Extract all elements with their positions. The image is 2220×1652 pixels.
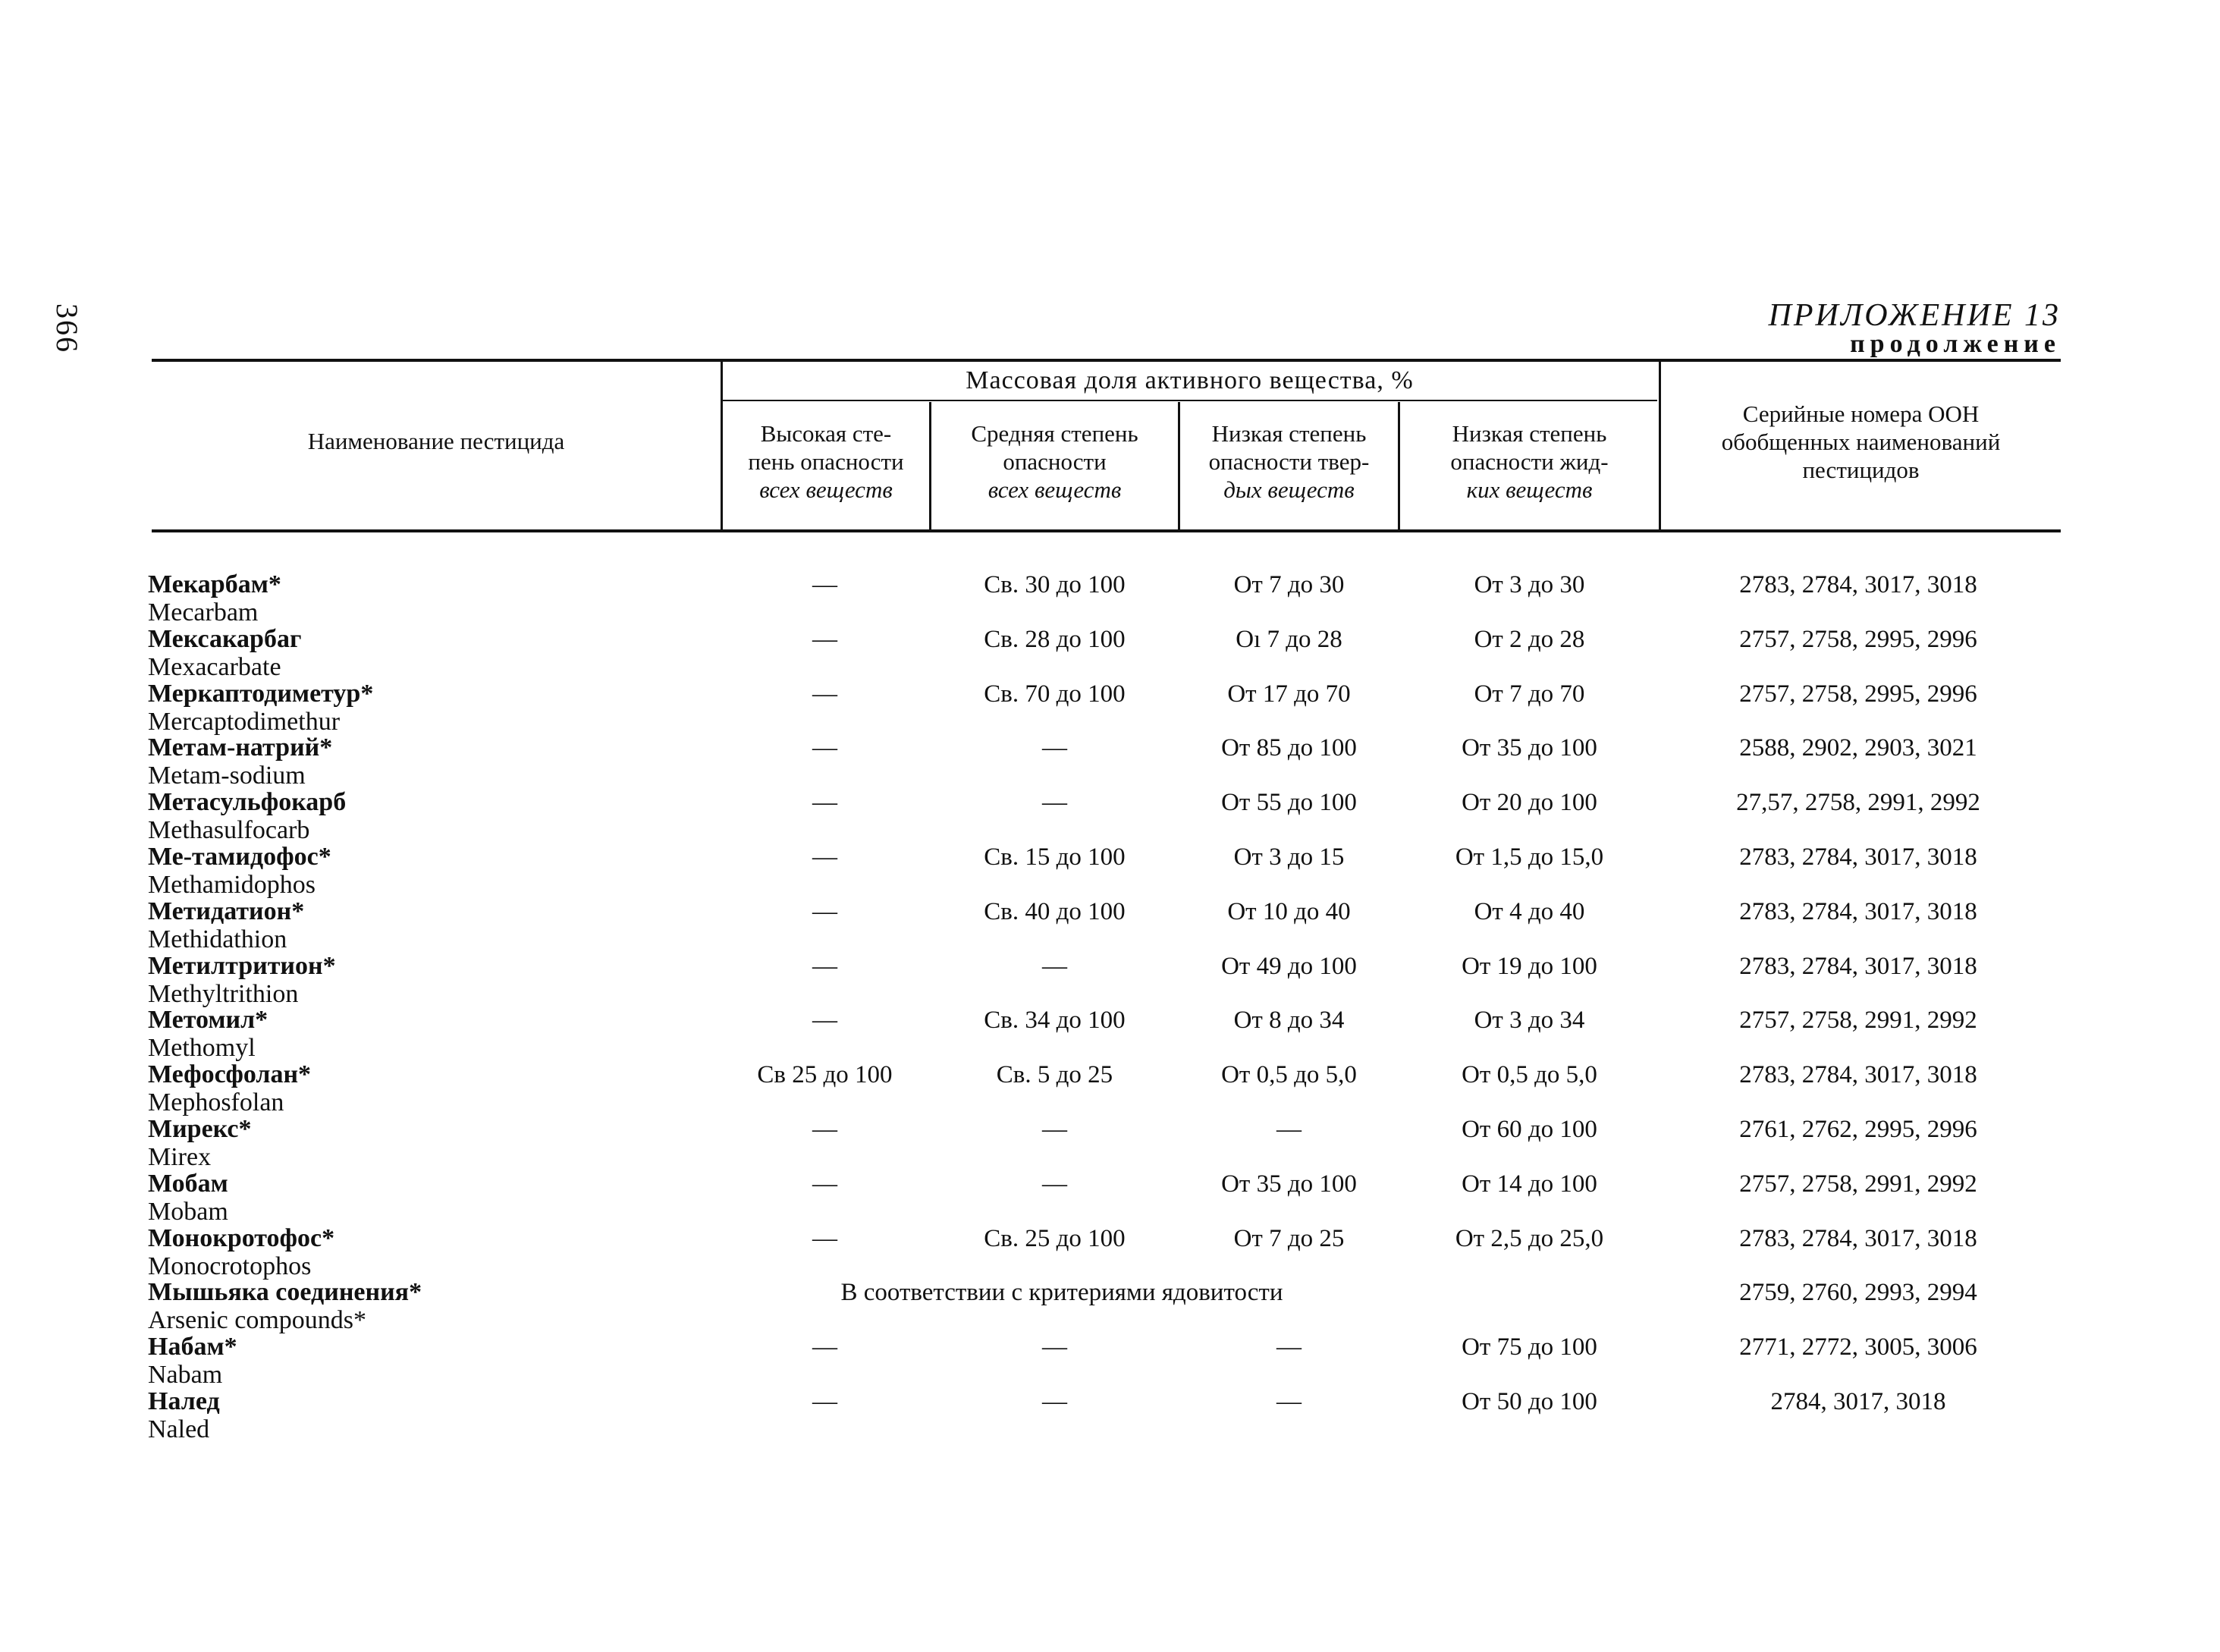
table-row bbox=[0, 1061, 2220, 1116]
high-hazard-value: — bbox=[812, 1333, 837, 1361]
pesticide-name-en: Mephosfolan bbox=[148, 1088, 284, 1117]
low-hazard-solid-value: От 49 до 100 bbox=[1221, 953, 1357, 980]
pesticide-name-en: Methyltrithion bbox=[148, 980, 299, 1008]
table-row bbox=[0, 1225, 2220, 1280]
pesticide-name-ru: Мекарбам* bbox=[148, 570, 281, 598]
pesticide-name-ru: Монокротофос* bbox=[148, 1224, 335, 1252]
table-row bbox=[0, 843, 2220, 898]
header-line: дых веществ bbox=[1223, 476, 1355, 503]
low-hazard-liquid-value: От 2 до 28 bbox=[1474, 626, 1585, 653]
medium-hazard-value: Св. 70 до 100 bbox=[984, 680, 1126, 708]
un-numbers-value: 2761, 2762, 2995, 2996 bbox=[1739, 1116, 1977, 1143]
header-line: пень опасности bbox=[748, 448, 904, 475]
low-hazard-solid-value: От 3 до 15 bbox=[1233, 843, 1345, 871]
criteria-note: В соответствии с критериями ядовитости bbox=[840, 1279, 1283, 1306]
table-row bbox=[0, 898, 2220, 953]
pesticide-name-en: Mobam bbox=[148, 1198, 228, 1226]
low-hazard-liquid-value: От 1,5 до 15,0 bbox=[1455, 843, 1604, 871]
un-numbers-value: 2784, 3017, 3018 bbox=[1770, 1388, 1946, 1415]
table-row bbox=[0, 1333, 2220, 1388]
low-hazard-solid-value: Oı 7 до 28 bbox=[1236, 626, 1342, 653]
high-hazard-value: — bbox=[812, 1170, 837, 1198]
low-hazard-liquid-value: От 3 до 30 bbox=[1474, 571, 1585, 598]
header-pesticide-name: Наименование пестицида bbox=[307, 428, 565, 454]
pesticide-name-ru: Меркаптодиметур* bbox=[148, 680, 374, 708]
low-hazard-solid-value: — bbox=[1276, 1388, 1302, 1415]
pesticide-name-en: Methasulfocarb bbox=[148, 816, 310, 844]
un-numbers-value: 2757, 2758, 2995, 2996 bbox=[1739, 626, 1977, 653]
pesticide-name-en: Methamidophos bbox=[148, 871, 316, 899]
header-line: ких веществ bbox=[1466, 476, 1593, 503]
low-hazard-solid-value: От 35 до 100 bbox=[1221, 1170, 1357, 1198]
header-line: Низкая степень bbox=[1452, 420, 1607, 447]
low-hazard-liquid-value: От 14 до 100 bbox=[1462, 1170, 1597, 1198]
table-row bbox=[0, 571, 2220, 626]
table-row bbox=[0, 680, 2220, 735]
low-hazard-liquid-value: От 75 до 100 bbox=[1462, 1333, 1597, 1361]
un-numbers-value: 2783, 2784, 3017, 3018 bbox=[1739, 1225, 1977, 1252]
un-numbers-value: 2783, 2784, 3017, 3018 bbox=[1739, 898, 1977, 925]
medium-hazard-value: — bbox=[1042, 1170, 1067, 1198]
un-numbers-value: 2757, 2758, 2995, 2996 bbox=[1739, 680, 1977, 708]
medium-hazard-value: — bbox=[1042, 734, 1067, 762]
header-line: пестицидов bbox=[1802, 457, 1920, 483]
table-top-rule bbox=[152, 359, 2061, 362]
low-hazard-solid-value: — bbox=[1276, 1116, 1302, 1143]
un-numbers-value: 2783, 2784, 3017, 3018 bbox=[1739, 1061, 1977, 1088]
page-number: 366 bbox=[50, 303, 84, 353]
high-hazard-value: — bbox=[812, 680, 837, 708]
un-numbers-value: 2783, 2784, 3017, 3018 bbox=[1739, 843, 1977, 871]
table-row bbox=[0, 1279, 2220, 1333]
table-row bbox=[0, 953, 2220, 1007]
high-hazard-value: — bbox=[812, 1388, 837, 1415]
pesticide-name-en: Monocrotophos bbox=[148, 1252, 312, 1280]
table-row bbox=[0, 626, 2220, 680]
high-hazard-value: — bbox=[812, 789, 837, 816]
pesticide-name-ru: Метидатион* bbox=[148, 897, 305, 925]
low-hazard-solid-value: От 8 до 34 bbox=[1233, 1007, 1345, 1034]
header-low-hazard-liquid bbox=[1400, 419, 1659, 504]
high-hazard-value: — bbox=[812, 1225, 837, 1252]
pesticide-name-en: Mexacarbate bbox=[148, 653, 281, 681]
low-hazard-solid-value: От 7 до 25 bbox=[1233, 1225, 1345, 1252]
mass-fraction-rule bbox=[722, 400, 1657, 401]
medium-hazard-value: — bbox=[1042, 1333, 1067, 1361]
pesticide-name-ru: Мышьяка соединения* bbox=[148, 1278, 422, 1306]
low-hazard-solid-value: — bbox=[1276, 1333, 1302, 1361]
table-row bbox=[0, 1170, 2220, 1225]
header-high-hazard bbox=[723, 419, 929, 504]
low-hazard-solid-value: От 17 до 70 bbox=[1227, 680, 1351, 708]
medium-hazard-value: Св. 40 до 100 bbox=[984, 898, 1126, 925]
low-hazard-solid-value: От 0,5 до 5,0 bbox=[1221, 1061, 1357, 1088]
header-medium-hazard bbox=[931, 419, 1178, 504]
un-numbers-value: 2588, 2902, 2903, 3021 bbox=[1739, 734, 1977, 762]
pesticide-name-ru: Метомил* bbox=[148, 1006, 268, 1034]
pesticide-name-ru: Мефосфолан* bbox=[148, 1060, 312, 1088]
pesticide-name-ru: Мобам bbox=[148, 1170, 228, 1198]
pesticide-name-en: Metam-sodium bbox=[148, 762, 306, 790]
un-numbers-value: 2757, 2758, 2991, 2992 bbox=[1739, 1170, 1977, 1198]
header-line: Низкая степень bbox=[1211, 420, 1367, 447]
header-low-hazard-solid bbox=[1180, 419, 1398, 504]
pesticide-name-en: Methomyl bbox=[148, 1034, 256, 1062]
medium-hazard-value: — bbox=[1042, 953, 1067, 980]
header-line: всех веществ bbox=[759, 476, 893, 503]
low-hazard-liquid-value: От 20 до 100 bbox=[1462, 789, 1597, 816]
appendix-title: ПРИЛОЖЕНИЕ 13 bbox=[1768, 298, 2061, 333]
medium-hazard-value: Св. 5 до 25 bbox=[996, 1061, 1113, 1088]
pesticide-name-ru: Налед bbox=[148, 1387, 220, 1415]
medium-hazard-value: — bbox=[1042, 789, 1067, 816]
pesticide-name-en: Naled bbox=[148, 1415, 210, 1443]
table-row bbox=[0, 1116, 2220, 1170]
low-hazard-liquid-value: От 3 до 34 bbox=[1474, 1007, 1585, 1034]
high-hazard-value: — bbox=[812, 734, 837, 762]
medium-hazard-value: Св. 30 до 100 bbox=[984, 571, 1126, 598]
low-hazard-liquid-value: От 60 до 100 bbox=[1462, 1116, 1597, 1143]
header-un-numbers bbox=[1661, 400, 2061, 484]
table-row bbox=[0, 1388, 2220, 1443]
header-line: Средняя степень bbox=[971, 420, 1138, 447]
medium-hazard-value: Св. 34 до 100 bbox=[984, 1007, 1126, 1034]
low-hazard-liquid-value: От 4 до 40 bbox=[1474, 898, 1585, 925]
header-line: Серийные номера ООН bbox=[1742, 400, 1980, 427]
low-hazard-solid-value: От 7 до 30 bbox=[1233, 571, 1345, 598]
un-numbers-value: 2771, 2772, 3005, 3006 bbox=[1739, 1333, 1977, 1361]
medium-hazard-value: — bbox=[1042, 1388, 1067, 1415]
pesticide-name-ru: Метилтритион* bbox=[148, 952, 336, 980]
pesticide-name-en: Mirex bbox=[148, 1143, 212, 1171]
low-hazard-liquid-value: От 19 до 100 bbox=[1462, 953, 1597, 980]
low-hazard-solid-value: От 55 до 100 bbox=[1221, 789, 1357, 816]
pesticide-name-ru: Метам-натрий* bbox=[148, 733, 333, 762]
un-numbers-value: 2759, 2760, 2993, 2994 bbox=[1739, 1279, 1977, 1306]
pesticide-name-ru: Мексакарбаг bbox=[148, 625, 302, 653]
medium-hazard-value: Св. 28 до 100 bbox=[984, 626, 1126, 653]
pesticide-name-en: Mecarbam bbox=[148, 598, 259, 627]
high-hazard-value: Св 25 до 100 bbox=[757, 1061, 893, 1088]
high-hazard-value: — bbox=[812, 953, 837, 980]
header-line: опасности bbox=[1003, 448, 1107, 475]
table-row bbox=[0, 789, 2220, 843]
medium-hazard-value: — bbox=[1042, 1116, 1067, 1143]
high-hazard-value: — bbox=[812, 898, 837, 925]
header-mass-fraction: Массовая доля активного вещества, % bbox=[966, 366, 1414, 394]
un-numbers-value: 2783, 2784, 3017, 3018 bbox=[1739, 953, 1977, 980]
header-line: обобщенных наименований bbox=[1721, 429, 2001, 455]
pesticide-name-en: Nabam bbox=[148, 1361, 223, 1389]
pesticide-name-en: Arsenic compounds* bbox=[148, 1306, 367, 1334]
high-hazard-value: — bbox=[812, 1007, 837, 1034]
low-hazard-liquid-value: От 0,5 до 5,0 bbox=[1462, 1061, 1597, 1088]
table-header-bottom-rule bbox=[152, 529, 2061, 532]
medium-hazard-value: Св. 25 до 100 bbox=[984, 1225, 1126, 1252]
low-hazard-liquid-value: От 2,5 до 25,0 bbox=[1455, 1225, 1604, 1252]
header-line: опасности жид- bbox=[1450, 448, 1609, 475]
un-numbers-value: 2783, 2784, 3017, 3018 bbox=[1739, 571, 1977, 598]
header-line: Высокая сте- bbox=[760, 420, 892, 447]
low-hazard-solid-value: От 10 до 40 bbox=[1227, 898, 1351, 925]
pesticide-name-ru: Мирекс* bbox=[148, 1115, 252, 1143]
header-line: всех веществ bbox=[988, 476, 1122, 503]
table-row bbox=[0, 734, 2220, 789]
high-hazard-value: — bbox=[812, 843, 837, 871]
pesticide-name-en: Mercaptodimethur bbox=[148, 708, 341, 736]
pesticide-name-ru: Ме-тамидофос* bbox=[148, 843, 331, 871]
pesticide-name-en: Methidathion bbox=[148, 925, 287, 953]
high-hazard-value: — bbox=[812, 626, 837, 653]
appendix-subtitle: продолжение bbox=[1850, 330, 2061, 358]
low-hazard-solid-value: От 85 до 100 bbox=[1221, 734, 1357, 762]
medium-hazard-value: Св. 15 до 100 bbox=[984, 843, 1126, 871]
low-hazard-liquid-value: От 35 до 100 bbox=[1462, 734, 1597, 762]
low-hazard-liquid-value: От 50 до 100 bbox=[1462, 1388, 1597, 1415]
low-hazard-liquid-value: От 7 до 70 bbox=[1474, 680, 1585, 708]
pesticide-name-ru: Метасульфокарб bbox=[148, 788, 347, 816]
un-numbers-value: 2757, 2758, 2991, 2992 bbox=[1739, 1007, 1977, 1034]
header-line: опасности твер- bbox=[1208, 448, 1370, 475]
table-row bbox=[0, 1007, 2220, 1061]
pesticide-name-ru: Набам* bbox=[148, 1333, 237, 1361]
high-hazard-value: — bbox=[812, 571, 837, 598]
high-hazard-value: — bbox=[812, 1116, 837, 1143]
un-numbers-value: 27,57, 2758, 2991, 2992 bbox=[1736, 789, 1980, 816]
